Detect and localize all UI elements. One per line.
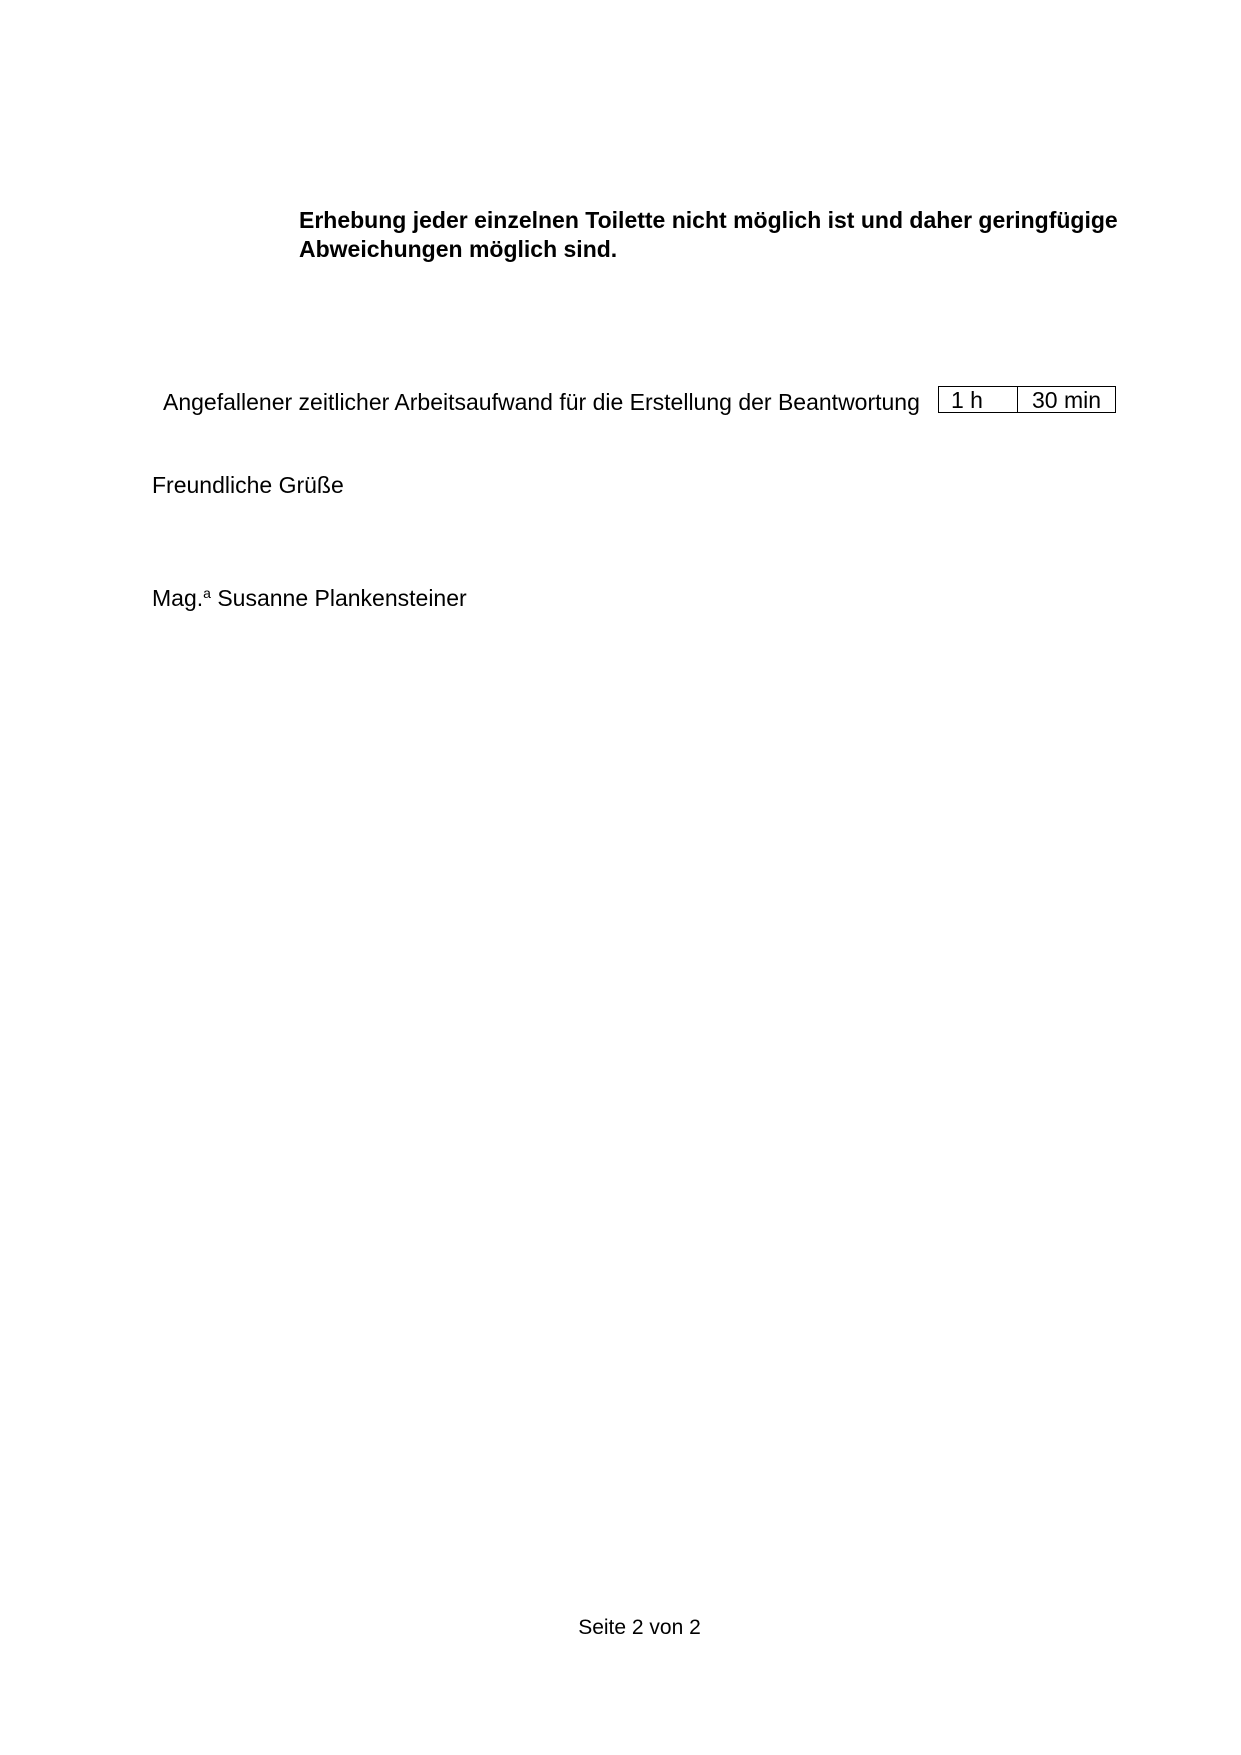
work-effort-hours: 1 h [939,387,1018,413]
closing-greeting: Freundliche Grüße [152,472,344,498]
work-effort-minutes: 30 min [1018,387,1116,413]
page-number: Seite 2 von 2 [578,1616,701,1639]
bold-paragraph-line-1: Erhebung jeder einzelnen Toilette nicht möglich ist und daher geringfügige [299,207,1118,233]
bold-paragraph-line-2: Abweichungen möglich sind. [299,236,618,262]
signature-name [152,585,467,611]
bold-paragraph [299,206,1129,264]
signature-title-superscript: a [203,585,211,601]
work-effort-table-row [939,387,1116,413]
work-effort-row [163,386,1123,416]
work-effort-label: Angefallener zeitlicher Arbeitsaufwand für die Erstellung der Beantwortung [163,389,920,415]
page-footer [0,1616,1241,1640]
signature-title: Mag. [152,585,204,611]
signature-person-name: Susanne Plankensteiner [217,585,467,611]
work-effort-table [938,386,1116,413]
